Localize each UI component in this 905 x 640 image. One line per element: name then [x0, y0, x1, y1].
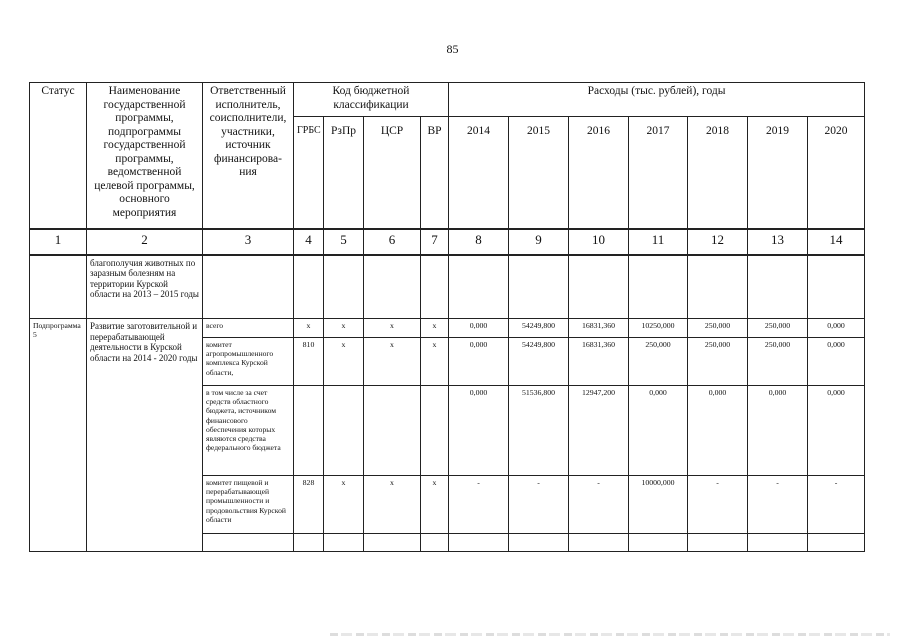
value-cell: 0,000: [808, 319, 865, 338]
header-code-rzpr: РзПр: [324, 117, 364, 229]
value-cell: 250,000: [688, 338, 748, 386]
value-cell: 250,000: [629, 338, 688, 386]
header-code-grbs: ГРБС: [294, 117, 324, 229]
header-executor: Ответственный исполнитель, соисполнители, участники, источник финансирова-ния: [203, 83, 294, 229]
header-expenses: Расходы (тыс. рублей), годы: [449, 83, 865, 117]
rzpr-cell: x: [324, 338, 364, 386]
value-cell: 10000,000: [629, 476, 688, 534]
table-row: [30, 319, 865, 338]
column-number: 14: [808, 229, 865, 255]
column-number: 6: [364, 229, 421, 255]
column-number: 12: [688, 229, 748, 255]
value-cell: 250,000: [748, 319, 808, 338]
column-number: 3: [203, 229, 294, 255]
csr-cell: x: [364, 319, 421, 338]
csr-cell: [364, 386, 421, 476]
value-cell: -: [748, 476, 808, 534]
executor-cell: всего: [203, 319, 294, 338]
header-year-2016: 2016: [569, 117, 629, 229]
header-code-csr: ЦСР: [364, 117, 421, 229]
scan-artifact: [330, 633, 890, 636]
value-cell: -: [808, 476, 865, 534]
value-cell: 54249,800: [509, 338, 569, 386]
column-number: 1: [30, 229, 87, 255]
grbs-cell: [294, 386, 324, 476]
value-cell: 12947,200: [569, 386, 629, 476]
rzpr-cell: x: [324, 476, 364, 534]
executor-cell: комитет пищевой и перерабатывающей промышленности и продовольствия Курской области: [203, 476, 294, 534]
rzpr-cell: [324, 386, 364, 476]
value-cell: 0,000: [629, 386, 688, 476]
header-code-vr: ВР: [421, 117, 449, 229]
column-number: 11: [629, 229, 688, 255]
rzpr-cell: x: [324, 319, 364, 338]
header-year-2017: 2017: [629, 117, 688, 229]
csr-cell: x: [364, 338, 421, 386]
header-year-2020: 2020: [808, 117, 865, 229]
executor-cell: в том числе за счет средств областного бюджета, источником финансового обеспечения которых являются средства федерального бюджета: [203, 386, 294, 476]
vr-cell: [421, 386, 449, 476]
column-number: 7: [421, 229, 449, 255]
vr-cell: x: [421, 319, 449, 338]
value-cell: 0,000: [449, 319, 509, 338]
header-budget-code: Код бюджетной классификации: [294, 83, 449, 117]
grbs-cell: 810: [294, 338, 324, 386]
value-cell: -: [509, 476, 569, 534]
value-cell: 0,000: [449, 386, 509, 476]
value-cell: -: [449, 476, 509, 534]
page-number: 85: [446, 42, 459, 56]
value-cell: 54249,800: [509, 319, 569, 338]
column-number: 8: [449, 229, 509, 255]
subprogram-status: Подпрограмма 5: [30, 319, 87, 552]
header-year-2019: 2019: [748, 117, 808, 229]
column-number: 10: [569, 229, 629, 255]
table-row: [30, 255, 865, 319]
continuation-text: благополучия животных по заразным болезням на территории Курской области на 2013 – 2015 годы: [87, 255, 203, 319]
csr-cell: x: [364, 476, 421, 534]
column-number: 5: [324, 229, 364, 255]
grbs-cell: 828: [294, 476, 324, 534]
column-number: 2: [87, 229, 203, 255]
header-year-2014: 2014: [449, 117, 509, 229]
value-cell: 0,000: [808, 338, 865, 386]
header-year-2018: 2018: [688, 117, 748, 229]
budget-table: [29, 82, 865, 552]
subprogram-name: Развитие заготовительной и перерабатывающей деятельности в Курской области на 2014 - 2020 годы: [87, 319, 203, 552]
header-status: Статус: [30, 83, 87, 229]
value-cell: 51536,800: [509, 386, 569, 476]
header-year-2015: 2015: [509, 117, 569, 229]
header-name: Наименование государственной программы, подпрограммы государственной программы, ведомственной целевой программы, основного мероприятия: [87, 83, 203, 229]
value-cell: 250,000: [748, 338, 808, 386]
value-cell: -: [688, 476, 748, 534]
grbs-cell: x: [294, 319, 324, 338]
value-cell: 0,000: [808, 386, 865, 476]
value-cell: 0,000: [688, 386, 748, 476]
column-number: 13: [748, 229, 808, 255]
column-number: 9: [509, 229, 569, 255]
value-cell: 16831,360: [569, 338, 629, 386]
value-cell: 250,000: [688, 319, 748, 338]
vr-cell: x: [421, 476, 449, 534]
vr-cell: x: [421, 338, 449, 386]
column-number: 4: [294, 229, 324, 255]
executor-cell: комитет агропромышленного комплекса Курской области,: [203, 338, 294, 386]
value-cell: 0,000: [449, 338, 509, 386]
value-cell: -: [569, 476, 629, 534]
value-cell: 0,000: [748, 386, 808, 476]
value-cell: 16831,360: [569, 319, 629, 338]
value-cell: 10250,000: [629, 319, 688, 338]
